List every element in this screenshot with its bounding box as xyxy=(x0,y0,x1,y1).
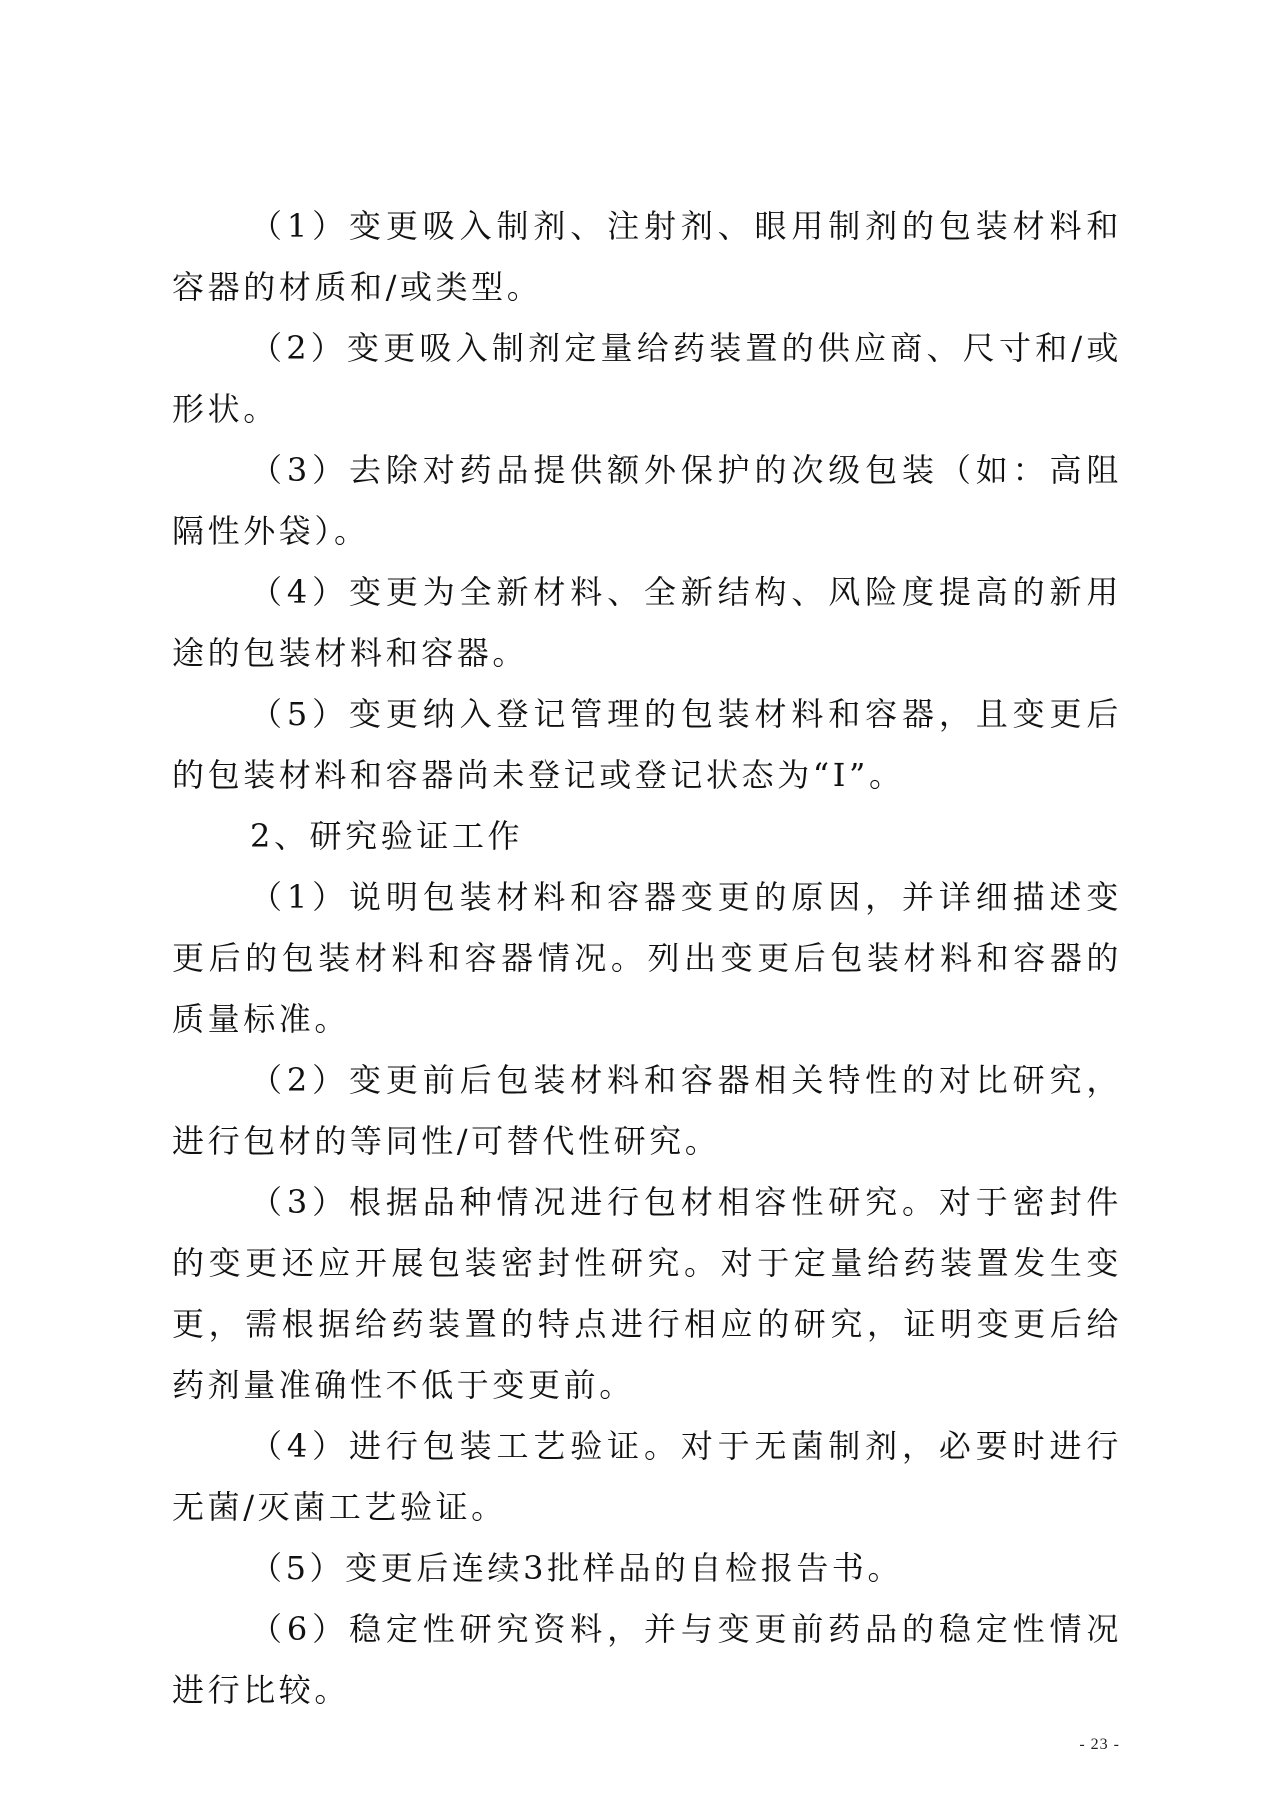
paragraph-remove-secondary-packaging: （3）去除对药品提供额外保护的次级包装（如：高阻隔性外袋）。 xyxy=(172,451,1122,550)
paragraph-new-material-structure: （4）变更为全新材料、全新结构、风险度提高的新用途的包装材料和容器。 xyxy=(172,573,1122,672)
paragraph-change-dosing-device: （2）变更吸入制剂定量给药装置的供应商、尺寸和/或形状。 xyxy=(172,329,1122,428)
document-body xyxy=(172,196,1122,1721)
paragraph-reason-and-quality-standard: （1）说明包装材料和容器变更的原因，并详细描述变更后的包装材料和容器情况。列出变更后包装材料和容器的质量标准。 xyxy=(172,878,1122,1038)
paragraph-comparison-study: （2）变更前后包装材料和容器相关特性的对比研究，进行包材的等同性/可替代性研究。 xyxy=(172,1061,1122,1160)
paragraph-compatibility-study: （3）根据品种情况进行包材相容性研究。对于密封件的变更还应开展包装密封性研究。对于定量给药装置发生变更，需根据给药装置的特点进行相应的研究，证明变更后给药剂量准确性不低于变更前。 xyxy=(172,1183,1122,1404)
paragraph-change-packaging-material: （1）变更吸入制剂、注射剂、眼用制剂的包装材料和容器的材质和/或类型。 xyxy=(172,207,1122,306)
page-number: - 23 - xyxy=(1079,1736,1120,1753)
paragraph-registered-material: （5）变更纳入登记管理的包装材料和容器，且变更后的包装材料和容器尚未登记或登记状态为“I”。 xyxy=(172,695,1122,794)
paragraph-process-validation: （4）进行包装工艺验证。对于无菌制剂，必要时进行无菌/灭菌工艺验证。 xyxy=(172,1427,1122,1526)
section-heading-research-validation: 2、研究验证工作 xyxy=(250,817,524,855)
paragraph-batch-reports: （5）变更后连续3批样品的自检报告书。 xyxy=(250,1549,904,1587)
paragraph-stability-study: （6）稳定性研究资料，并与变更前药品的稳定性情况进行比较。 xyxy=(172,1610,1122,1709)
